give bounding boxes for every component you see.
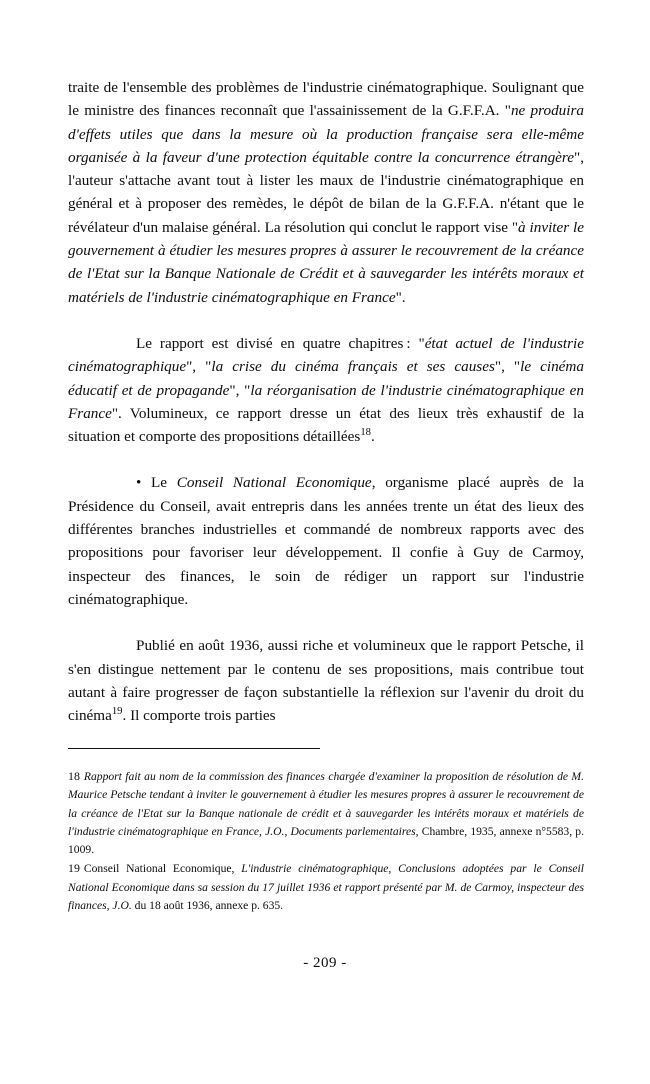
body-paragraph: Le rapport est divisé en quatre chapitres : "état actuel de l'industrie cinématographique", "la crise du cinéma français et ses causes", "le cinéma éducatif et de propagande", "la réorganisation de l'industrie cinématographique en France". Volumineux, ce rapport dresse un état des lieux très exhaustif de la situation et comporte des propositions détaillées$^{18}$. (68, 334, 584, 446)
footnote-section (68, 748, 584, 915)
footnote-separator-rule (68, 748, 320, 749)
body-paragraph: • Le Conseil National Economique, organisme placé auprès de la Présidence du Conseil, avait entrepris dans les années trente un état des lieux des différentes branches industrielles et commandé de nombreux rapports avec des propositions pour favoriser leur développement. Il confie à Guy de Carmoy, inspecteur des finances, le soin de rédiger un rapport sur l'industrie cinématographique. (68, 474, 584, 608)
footnote-entry (68, 859, 584, 915)
footnote-marker: 19 (68, 861, 80, 876)
footnote-text: Conseil National Economique, L'industrie cinématographique, Conclusions adoptées par le Conseil National Economique dans sa session du 17 juillet 1936 et rapport présenté par M. de Carmoy, inspecteur des finances, J.O. du 18 août 1936, annexe p. 635. (68, 862, 584, 913)
footnote-text: Rapport fait au nom de la commission des finances chargée d'examiner la proposition de résolution de M. Maurice Petsche tendant à inviter le gouvernement à étudier les mesures propres à assurer le recouvrement de la créance de l'Etat sur la Banque nationale de crédit et à sauvegarder les intérêts moraux et matériels de l'industrie cinématographique en France, J.O., Documents parlementaires, Chambre, 1935, annexe n°5583, p. 1009. (68, 770, 584, 857)
body-paragraph: traite de l'ensemble des problèmes de l'industrie cinématographique. Soulignant que le ministre des finances reconnaît que l'assainissement de la G.F.F.A. "ne produira d'effets utiles que dans la mesure où la production française sera elle-même organisée à la faveur d'une protection équitable contre la concurrence étrangère", l'auteur s'attache avant tout à lister les maux de l'industrie cinématographique en général et à proposer des remèdes, le dépôt de bilan de la G.F.F.A. n'étant que le révélateur d'un malaise général. La résolution qui conclut le rapport vise "à inviter le gouvernement à étudier les mesures propres à assurer le recouvrement de la créance de l'Etat sur la Banque Nationale de Crédit et à sauvegarder les intérêts moraux et matériels de l'industrie cinématographique en France". (68, 79, 584, 306)
footnote-entry (68, 767, 584, 859)
footnote-marker: 18 (68, 769, 80, 783)
page-number: - 209 - (303, 955, 347, 971)
body-paragraph: Publié en août 1936, aussi riche et volumineux que le rapport Petsche, il s'en distingue nettement par le contenu de ses propositions, mais contribue tout autant à faire progresser de façon substantielle la réflexion sur l'avenir du droit du cinéma$^{19}$. Il comporte trois parties (68, 637, 584, 725)
body-text-column (68, 76, 584, 727)
